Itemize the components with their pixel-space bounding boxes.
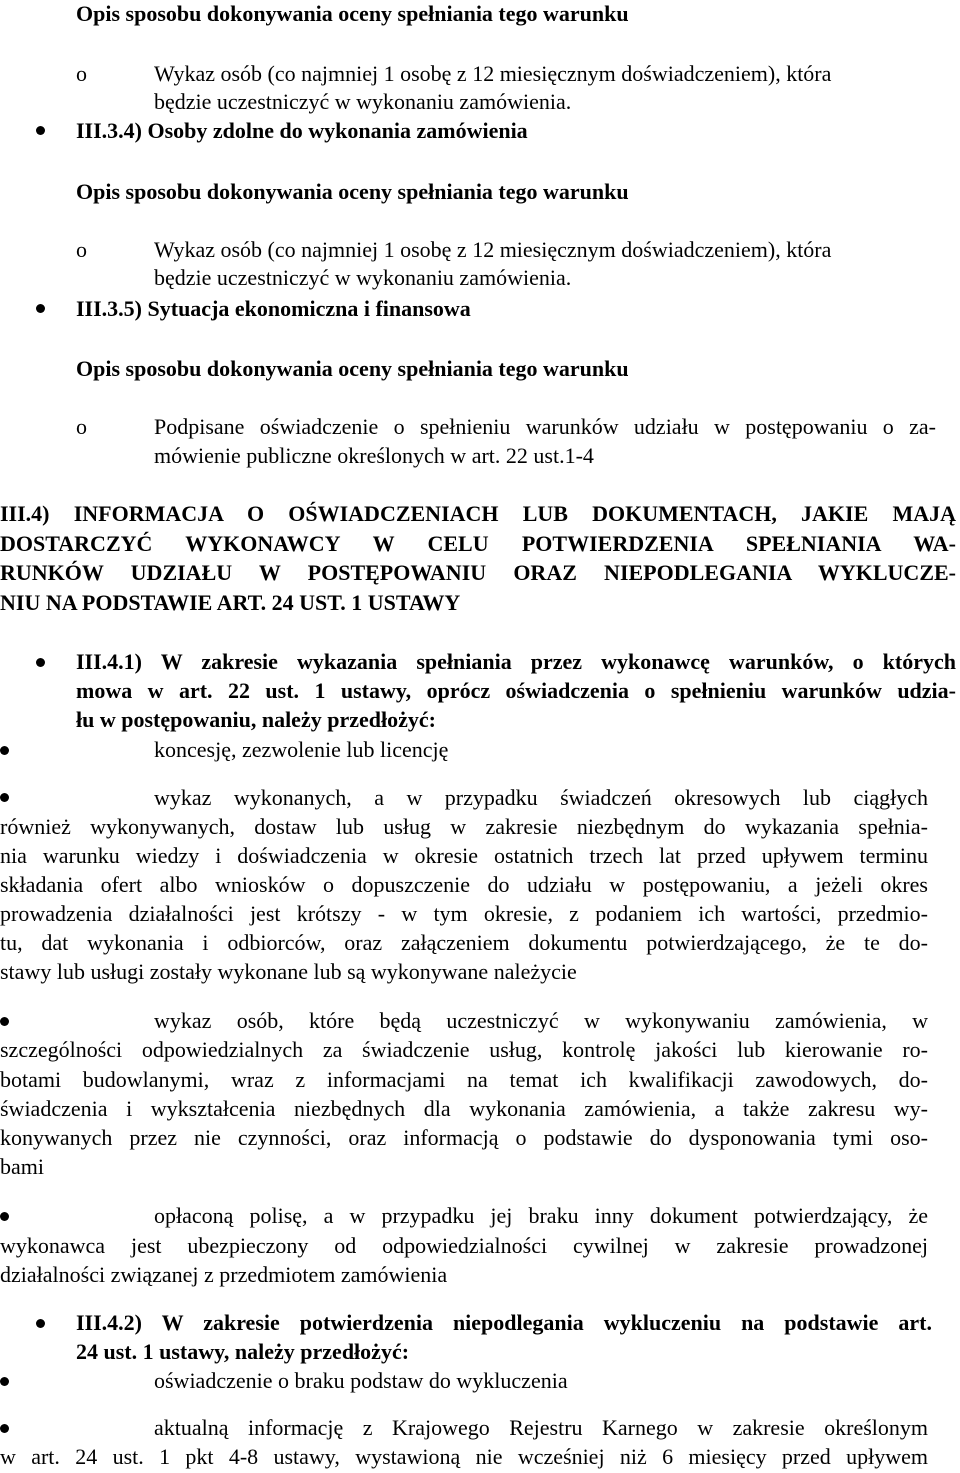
opis-heading-2: Opis sposobu dokonywania oceny spełniania tego warunku — [76, 179, 629, 204]
bullet-icon — [0, 1424, 9, 1433]
item-2-line2: będzie uczestniczyć w wykonaniu zamówienia. — [154, 265, 572, 290]
opis-heading-3: Opis sposobu dokonywania oceny spełniania tego warunku — [76, 356, 629, 381]
s41-line1: III.4.1) W zakresie wykazania spełniania przez wykonawcę warunków, o których — [76, 649, 956, 674]
s42-line2: 24 ust. 1 ustawy, należy przedłożyć: — [76, 1339, 410, 1364]
polisa-line: wykonawca jest ubezpieczony od odpowiedzialności cywilnej w zakresie prowadzonej — [0, 1233, 928, 1258]
circle-bullet-icon: o — [76, 237, 87, 262]
bullet-icon — [36, 304, 45, 313]
item-1-line1: Wykaz osób (co najmniej 1 osobę z 12 miesięcznym doświadczeniem), która — [154, 61, 832, 86]
krs-line: aktualną informację z Krajowego Rejestru Karnego w zakresie określonym — [154, 1415, 928, 1440]
bullet-icon — [0, 793, 9, 802]
wykaz-wykonanych-line: nia warunku wiedzy i doświadczenia w okresie ostatnich trzech lat przed upływem terminu — [0, 843, 928, 868]
oswiadczenie-item: oświadczenie o braku podstaw do wykluczenia — [154, 1368, 568, 1393]
circle-bullet-icon: o — [76, 61, 87, 86]
section-4-heading-line2: DOSTARCZYĆ WYKONAWCY W CELU POTWIERDZENIA SPEŁNIANIA WA- — [0, 531, 956, 556]
wykaz-wykonanych-line: składania ofert albo wniosków o dopuszczenie do udziału w postępowaniu, a jeżeli okres — [0, 872, 928, 897]
wykaz-osob-line: botami budowlanymi, wraz z informacjami na temat ich kwalifikacji zawodowych, do- — [0, 1067, 928, 1092]
wykaz-osob-line: bami — [0, 1154, 44, 1179]
bullet-5-title: III.3.5) Sytuacja ekonomiczna i finansowa — [76, 296, 471, 321]
bullet-icon — [0, 1212, 9, 1221]
section-4-heading-line3: RUNKÓW UDZIAŁU W POSTĘPOWANIU ORAZ NIEPODLEGANIA WYKLUCZE- — [0, 560, 956, 585]
bullet-icon — [0, 1017, 9, 1026]
item-3-line2: mówienie publiczne określonych w art. 22 ust.1-4 — [154, 443, 594, 468]
circle-bullet-icon: o — [76, 414, 87, 439]
krs-line: w art. 24 ust. 1 pkt 4-8 ustawy, wystawioną nie wcześniej niż 6 miesięcy przed upływem — [0, 1444, 928, 1469]
s41-line3: łu w postępowaniu, należy przedłożyć: — [76, 707, 436, 732]
wykaz-osob-line: wykaz osób, które będą uczestniczyć w wykonywaniu zamówienia, w — [154, 1008, 928, 1033]
wykaz-osob-line: świadczenia i wykształcenia niezbędnych dla wykonania zamówienia, a także zakresu wy- — [0, 1096, 928, 1121]
wykaz-osob-line: szczególności odpowiedzialnych za świadczenie usług, kontrolę jakości lub kierowanie ro- — [0, 1037, 928, 1062]
polisa-line: opłaconą polisę, a w przypadku jej braku inny dokument potwierdzający, że — [154, 1203, 928, 1228]
section-4-heading-line4: NIU NA PODSTAWIE ART. 24 UST. 1 USTAWY — [0, 590, 461, 615]
wykaz-wykonanych-line: prowadzenia działalności jest krótszy - w tym okresie, z podaniem ich wartości, przedmio- — [0, 901, 928, 926]
s41-line2: mowa w art. 22 ust. 1 ustawy, oprócz oświadczenia o spełnieniu warunków udzia- — [76, 678, 956, 703]
item-1-line2: będzie uczestniczyć w wykonaniu zamówienia. — [154, 89, 572, 114]
wykaz-wykonanych-line: również wykonywanych, dostaw lub usług w zakresie niezbędnym do wykazania spełnia- — [0, 814, 928, 839]
wykaz-wykonanych-line: wykaz wykonanych, a w przypadku świadczeń okresowych lub ciągłych — [154, 785, 928, 810]
bullet-icon — [36, 126, 45, 135]
wykaz-wykonanych-line: tu, dat wykonania i odbiorców, oraz załączeniem dokumentu potwierdzającego, że te do- — [0, 930, 928, 955]
bullet-icon — [0, 746, 9, 755]
bullet-icon — [36, 658, 45, 667]
polisa-line: działalności związanej z przedmiotem zamówienia — [0, 1262, 448, 1287]
wykaz-osob-line: konywanych przez nie czynności, oraz informacją o podstawie do dysponowania tymi oso- — [0, 1125, 928, 1150]
bullet-4-title: III.3.4) Osoby zdolne do wykonania zamówienia — [76, 118, 528, 143]
section-4-heading-line1: III.4) INFORMACJA O OŚWIADCZENIACH LUB DOKUMENTACH, JAKIE MAJĄ — [0, 501, 956, 526]
bullet-icon — [0, 1377, 9, 1386]
item-2-line1: Wykaz osób (co najmniej 1 osobę z 12 miesięcznym doświadczeniem), która — [154, 237, 832, 262]
opis-heading-1: Opis sposobu dokonywania oceny spełniania tego warunku — [76, 1, 629, 26]
s42-line1: III.4.2) W zakresie potwierdzenia niepodlegania wykluczeniu na podstawie art. — [76, 1310, 932, 1335]
bullet-icon — [36, 1319, 45, 1328]
item-3-line1: Podpisane oświadczenie o spełnieniu warunków udziału w postępowaniu o za- — [154, 414, 936, 439]
koncesje-item: koncesję, zezwolenie lub licencję — [154, 737, 449, 762]
wykaz-wykonanych-line: stawy lub usługi zostały wykonane lub są wykonywane należycie — [0, 959, 577, 984]
